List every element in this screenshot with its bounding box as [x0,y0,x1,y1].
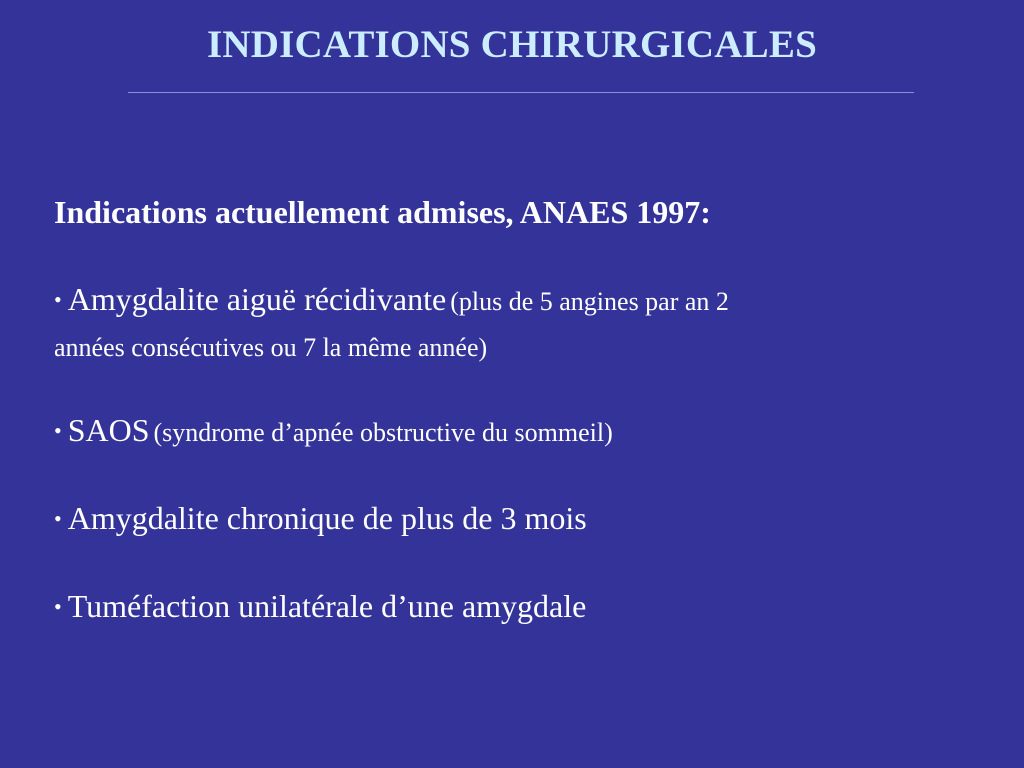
bullet-main-text: SAOS [67,412,150,448]
bullet-icon: • [54,594,62,619]
bullet-note-text: (syndrome d’apnée obstructive du sommeil) [153,418,613,447]
bullet-main-text: Amygdalite aiguë récidivante [67,281,447,317]
bullet-item [54,279,954,370]
title-divider [128,92,914,93]
slide-title: INDICATIONS CHIRURGICALES [207,23,817,66]
bullet-note-continuation: années consécutives ou 7 la même année) [54,333,488,362]
bullet-main-text: Amygdalite chronique de plus de 3 mois [67,500,587,536]
bullet-item [54,498,954,545]
bullet-item [54,586,954,633]
bullet-icon: • [54,506,62,531]
bullet-note-text: (plus de 5 angines par an 2 [450,287,729,316]
bullet-icon: • [54,418,62,443]
bullet-item [54,410,954,457]
slide-subtitle: Indications actuellement admises, ANAES 1997: [54,194,711,230]
bullet-main-text: Tuméfaction unilatérale d’une amygdale [67,588,587,624]
bullet-icon: • [54,287,62,312]
